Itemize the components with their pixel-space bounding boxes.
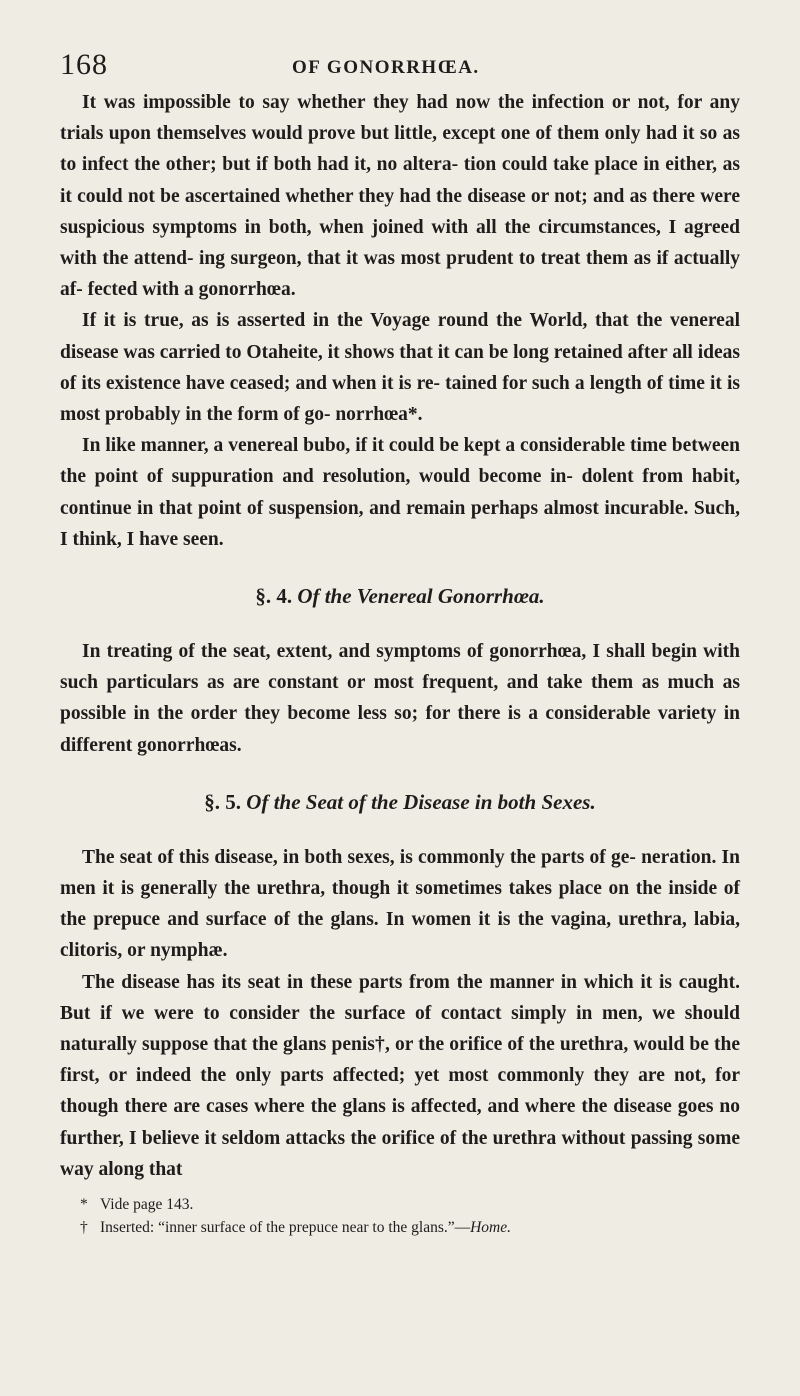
section-number-5: §. 5. <box>204 789 242 814</box>
footnote-2-text: Inserted: “inner surface of the prepuce near to the glans.”— <box>100 1219 471 1237</box>
running-title: OF GONORRHŒA. <box>292 57 480 78</box>
section-heading-5 <box>60 787 740 818</box>
section-title-4: Of the Venereal Gonorrhœa. <box>297 584 545 609</box>
spacer <box>60 761 740 787</box>
paragraph-4: In treating of the seat, extent, and symptoms of gonorrhœa, I shall begin with such particulars as are constant or most frequent, and take them as much as possible in the order they become less so; for there is a considerable variety in different gonorrhœas. <box>60 641 740 756</box>
running-head <box>60 48 740 88</box>
section-heading-4 <box>60 581 740 612</box>
paragraph-1: It was impossible to say whether they had now the infection or not, for any trials upon themselves would prove but little, except one of them only had it so as to infect the other; but if both had it, no altera- tion could take place in either, as it could not be ascertained whether they had the disease or not; and as there were suspicious symptoms in both, when joined with all the circumstances, I agreed with the attend- ing surgeon, that it was most prudent to treat them as if actually af- fected with a gonorrhœa. <box>60 92 740 301</box>
footnotes <box>60 1193 740 1239</box>
page-number: 168 <box>60 48 108 81</box>
footnote-mark-dagger: † <box>80 1219 88 1237</box>
paragraph-5: The seat of this disease, in both sexes, is commonly the parts of ge- neration. In men it is generally the urethra, though it sometimes takes place on the inside of the prepuce and surface of the glans. In women it is the vagina, urethra, labia, clitoris, or nymphæ. <box>60 846 740 962</box>
spacer <box>60 818 740 842</box>
footnote-2 <box>80 1216 740 1239</box>
paragraph-2: If it is true, as is asserted in the Voyage round the World, that the venereal disease was carried to Otaheite, it shows that it can be long retained after all ideas of its existence have ceased; and when it is re- tained for such a length of time it is most probably in the form of go- norrhœa*. <box>60 310 740 426</box>
footnote-1-text: Vide page 143. <box>100 1196 194 1214</box>
footnote-1 <box>80 1193 740 1216</box>
section-title-5: Of the Seat of the Disease in both Sexes. <box>246 789 596 814</box>
spacer <box>60 555 740 581</box>
footnote-mark-asterisk: * <box>80 1196 88 1214</box>
paragraph-6: The disease has its seat in these parts from the manner in which it is caught. But if we were to consider the surface of contact simply in men, we should naturally suppose that the glans penis†, or the orifice of the urethra, would be the first, or indeed the only parts affected; yet most commonly they are not, for though there are cases where the glans is affected, and where the disease goes no further, I believe it seldom attacks the orifice of the urethra without passing some way along that <box>60 971 740 1180</box>
spacer <box>60 612 740 636</box>
section-number-4: §. 4. <box>255 584 293 609</box>
footnote-2-source: Home. <box>470 1219 512 1237</box>
body-text <box>60 87 740 1239</box>
paragraph-3: In like manner, a venereal bubo, if it could be kept a considerable time between the point of suppuration and resolution, would become in- dolent from habit, continue in that point of suspension, and remain perhaps almost incurable. Such, I think, I have seen. <box>60 435 740 550</box>
